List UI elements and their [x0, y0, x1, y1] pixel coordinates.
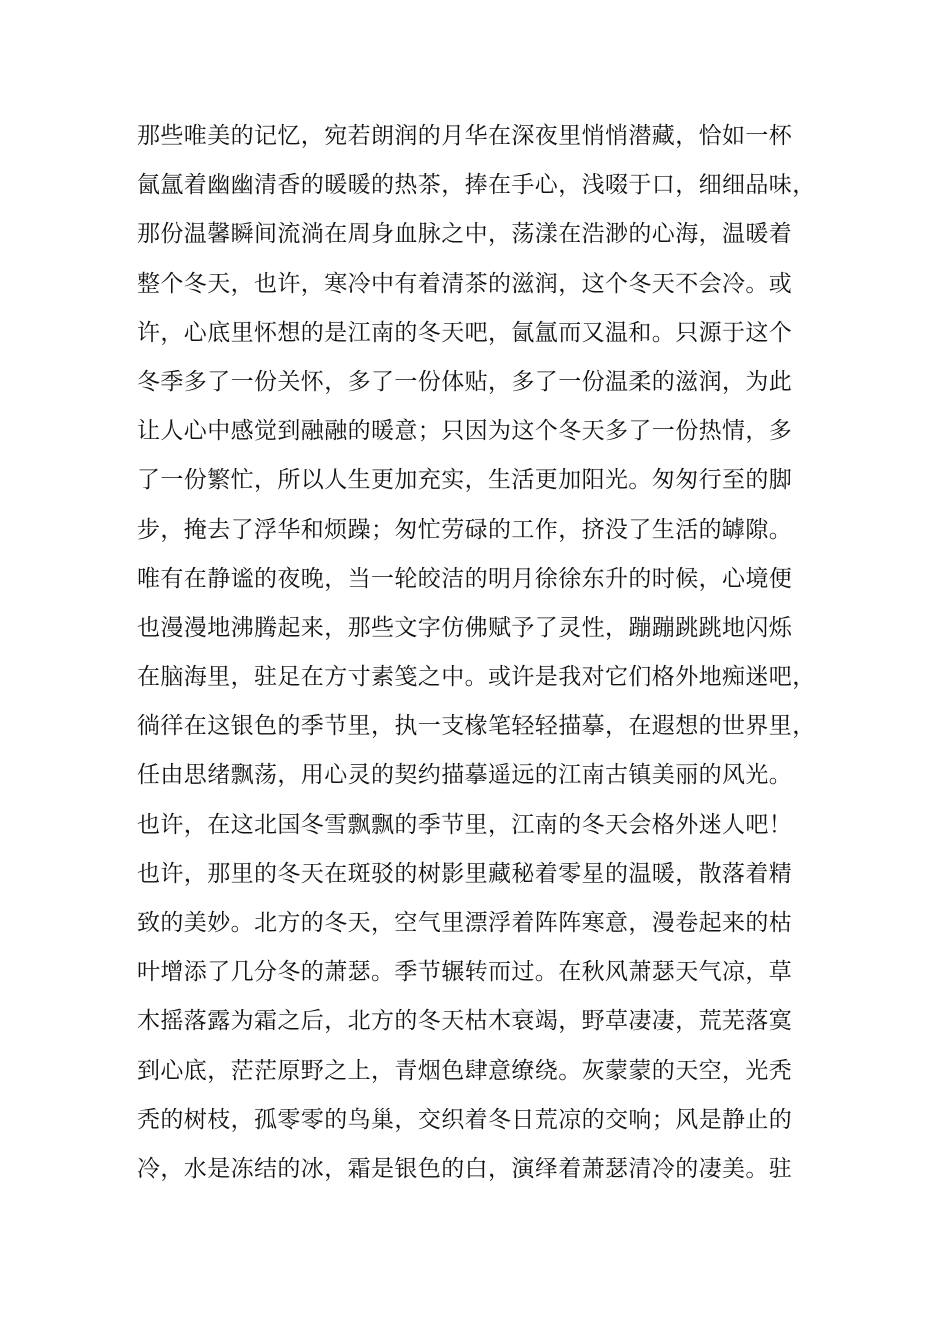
text-line: 致的美妙。北方的冬天，空气里漂浮着阵阵寒意，漫卷起来的枯 [137, 910, 793, 936]
text-line: 也许，在这北国冬雪飘飘的季节里，江南的冬天会格外迷人吧！ [137, 811, 793, 838]
text-line: 也漫漫地沸腾起来，那些文字仿佛赋予了灵性，蹦蹦跳跳地闪烁 [137, 614, 793, 641]
text-line: 秃的树枝，孤零零的鸟巢，交织着冬日荒凉的交响；风是静止的 [137, 1106, 793, 1133]
text-line: 在脑海里，驻足在方寸素笺之中。或许是我对它们格外地痴迷吧， [137, 664, 816, 691]
text-line: 到心底，茫茫原野之上，青烟色肆意缭绕。灰蒙蒙的天空，光秃 [137, 1057, 793, 1084]
text-line: 冷，水是冻结的冰，霜是银色的白，演绎着萧瑟清冷的凄美。驻 [137, 1155, 793, 1182]
text-line: 整个冬天，也许，寒冷中有着清茶的滋润，这个冬天不会冷。或 [137, 270, 793, 297]
text-line: 那些唯美的记忆，宛若朗润的月华在深夜里悄悄潜藏，恰如一杯 [137, 123, 793, 149]
text-line: 也许，那里的冬天在斑驳的树影里藏秘着零星的温暖，散落着精 [137, 860, 793, 887]
text-line: 徜徉在这银色的季节里，执一支椽笔轻轻描摹，在遐想的世界里， [137, 713, 816, 740]
text-line: 任由思绪飘荡，用心灵的契约描摹遥远的江南古镇美丽的风光。 [137, 762, 793, 789]
text-line: 了一份繁忙，所以人生更加充实，生活更加阳光。匆匆行至的脚 [137, 467, 793, 494]
text-line: 那份温馨瞬间流淌在周身血脉之中，荡漾在浩渺的心海，温暖着 [137, 221, 793, 248]
text-line: 步，掩去了浮华和烦躁；匆忙劳碌的工作，挤没了生活的罅隙。 [137, 516, 793, 543]
text-line: 木摇落露为霜之后，北方的冬天枯木衰竭，野草凄凄，荒芜落寞 [137, 1008, 793, 1035]
text-line: 冬季多了一份关怀，多了一份体贴，多了一份温柔的滋润，为此 [137, 368, 793, 395]
text-line: 许，心底里怀想的是江南的冬天吧，氤氲而又温和。只源于这个 [137, 319, 793, 346]
text-line: 让人心中感觉到融融的暖意；只因为这个冬天多了一份热情，多 [137, 418, 793, 445]
body-text [137, 112, 817, 1194]
text-line: 叶增添了几分冬的萧瑟。季节辗转而过。在秋风萧瑟天气凉，草 [137, 959, 793, 986]
text-line: 唯有在静谧的夜晚，当一轮皎洁的明月徐徐东升的时候，心境便 [137, 565, 793, 592]
text-line: 氤氲着幽幽清香的暖暖的热茶，捧在手心，浅啜于口，细细品味， [137, 172, 816, 199]
